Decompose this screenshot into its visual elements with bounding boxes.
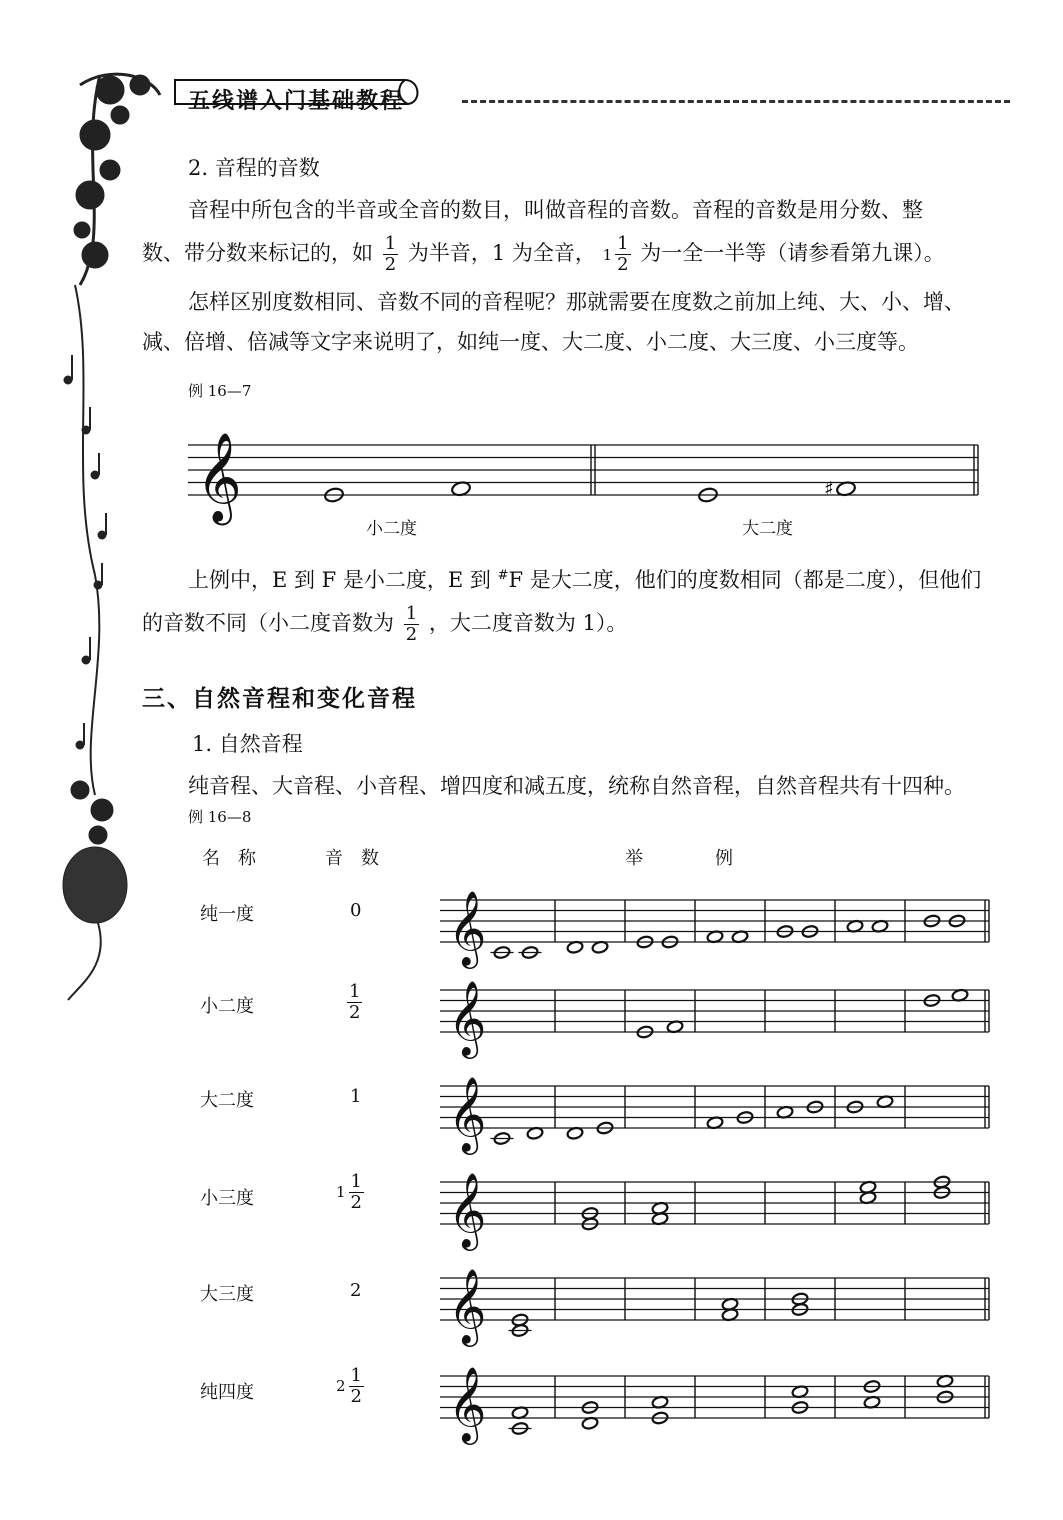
interval-count: 1 [350, 1086, 362, 1107]
interval-count: 2 $\frac{1}{2}$ [336, 1365, 362, 1407]
caption-minor-second: 小二度 [366, 519, 417, 539]
sharp-sign: ♯ [824, 476, 834, 501]
interval-count: $\frac{1}{2}$ [349, 981, 361, 1023]
interval-count: 2 [350, 1280, 362, 1301]
paragraph-line: 减、倍增、倍减等文字来说明了，如纯一度、大二度、小二度、大三度、小三度等。 [142, 330, 919, 354]
fraction-one-and-half: $\frac{1}{2}$ [617, 233, 629, 275]
treble-clef: 𝄞 [448, 891, 487, 966]
music-staff-row [440, 1358, 1000, 1442]
column-header-count: 音 数 [325, 848, 379, 869]
header-divider [462, 100, 1010, 103]
paragraph-line: 怎样区别度数相同、音数不同的音程呢？那就需要在度数之前加上纯、大、小、增、 [188, 290, 965, 314]
column-header-example: 举 例 [625, 848, 733, 869]
music-staff-example-16-7 [188, 430, 988, 520]
interval-count: 1 $\frac{1}{2}$ [336, 1171, 362, 1213]
interval-count: 0 [350, 900, 362, 921]
paragraph-line-fractions: 数、带分数来标记的，如 $\frac{1}{2}$ 为半音，1 为全音， 1 $\frac{1}{2}$ 为一全一半等（请参看第九课）。 [142, 233, 945, 275]
interval-name: 纯四度 [200, 1382, 254, 1403]
paragraph-line: 音程中所包含的半音或全音的数目，叫做音程的音数。音程的音数是用分数、整 [188, 198, 923, 222]
fraction-half: $\frac{1}{2}$ [384, 233, 397, 275]
music-staff-row [440, 972, 1000, 1056]
interval-name: 大二度 [200, 1090, 254, 1111]
example-label: 例 16—8 [188, 808, 252, 826]
section-heading-3: 三、自然音程和变化音程 [142, 685, 417, 712]
music-staff-row [440, 882, 1000, 966]
paragraph-line-fraction: 的音数不同（小二度音数为 $\frac{1}{2}$ ，大二度音数为 1）。 [142, 603, 628, 645]
treble-clef: 𝄞 [448, 981, 487, 1056]
caption-major-second: 大二度 [742, 519, 793, 539]
treble-clef: 𝄞 [448, 1077, 487, 1152]
paragraph-line: 纯音程、大音程、小音程、增四度和减五度，统称自然音程，自然音程共有十四种。 [188, 774, 965, 798]
section-heading: 2. 音程的音数 [188, 156, 320, 180]
example-label: 例 16—7 [188, 382, 252, 400]
paragraph-line: 上例中，E 到 F 是小二度，E 到 #F 是大二度，他们的度数相同（都是二度），但他们 [188, 568, 982, 592]
subsection-heading: 1. 自然音程 [192, 732, 303, 756]
treble-clef: 𝄞 [196, 432, 242, 522]
treble-clef: 𝄞 [448, 1367, 487, 1442]
interval-name: 小二度 [200, 996, 254, 1017]
interval-name: 小三度 [200, 1188, 254, 1209]
music-staff-row [440, 1164, 1000, 1248]
header-title: 五线谱入门基础教程 [188, 88, 405, 114]
decorative-border [40, 55, 200, 1055]
interval-name: 纯一度 [200, 904, 254, 925]
treble-clef: 𝄞 [448, 1269, 487, 1344]
treble-clef: 𝄞 [448, 1173, 487, 1248]
interval-name: 大三度 [200, 1284, 254, 1305]
music-staff-row [440, 1260, 1000, 1344]
music-staff-row [440, 1068, 1000, 1152]
column-header-name: 名 称 [202, 848, 256, 869]
